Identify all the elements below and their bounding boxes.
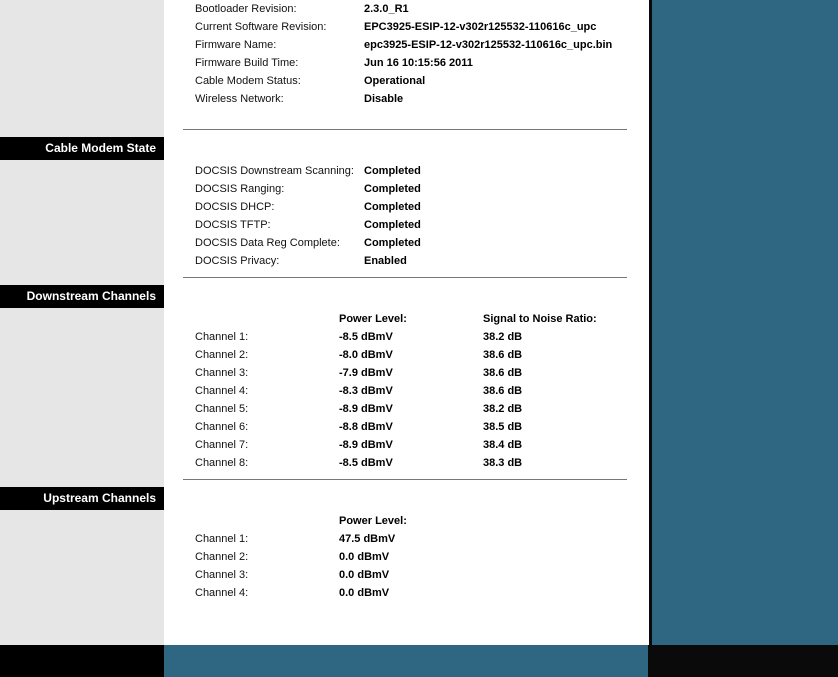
channel-label: Channel 2: [195, 349, 249, 361]
upstream-power-header: Power Level: [339, 515, 407, 527]
channel-label: Channel 1: [195, 331, 249, 343]
section-divider [183, 129, 627, 130]
snr-value: 38.2 dB [483, 403, 523, 415]
snr-value: 38.6 dB [483, 367, 523, 379]
power-value: -7.9 dBmV [339, 367, 393, 379]
power-value: -8.9 dBmV [339, 439, 393, 451]
info-label: Current Software Revision: [195, 21, 327, 33]
power-value: 47.5 dBmV [339, 533, 396, 545]
power-value: 0.0 dBmV [339, 569, 390, 581]
snr-value: 38.3 dB [483, 457, 523, 469]
state-label: DOCSIS Privacy: [195, 255, 280, 267]
channel-label: Channel 1: [195, 533, 249, 545]
info-value: Jun 16 10:15:56 2011 [364, 57, 473, 69]
state-value: Completed [364, 219, 421, 231]
info-value: Disable [364, 93, 404, 105]
channel-label: Channel 6: [195, 421, 249, 433]
section-label-downstream-channels: Downstream Channels [0, 285, 164, 308]
channel-label: Channel 8: [195, 457, 249, 469]
section-label-upstream-channels: Upstream Channels [0, 487, 164, 510]
channel-label: Channel 7: [195, 439, 249, 451]
content-right-border [649, 0, 652, 645]
downstream-power-header: Power Level: [339, 313, 407, 325]
snr-value: 38.2 dB [483, 331, 523, 343]
state-label: DOCSIS Downstream Scanning: [195, 165, 354, 177]
snr-value: 38.5 dB [483, 421, 523, 433]
left-sidebar [0, 0, 164, 645]
state-label: DOCSIS TFTP: [195, 219, 271, 231]
info-value: Operational [364, 75, 426, 87]
state-label: DOCSIS Data Reg Complete: [195, 237, 340, 249]
section-label-cable-modem-state: Cable Modem State [0, 137, 164, 160]
info-value: 2.3.0_R1 [364, 3, 409, 15]
snr-value: 38.6 dB [483, 385, 523, 397]
power-value: -8.3 dBmV [339, 385, 393, 397]
info-label: Cable Modem Status: [195, 75, 301, 87]
channel-label: Channel 5: [195, 403, 249, 415]
power-value: 0.0 dBmV [339, 551, 390, 563]
footer-bar [164, 645, 648, 677]
state-value: Completed [364, 237, 421, 249]
state-value: Completed [364, 183, 421, 195]
footer-right [648, 645, 838, 677]
power-value: -8.5 dBmV [339, 457, 393, 469]
channel-label: Channel 4: [195, 385, 249, 397]
footer-left [0, 645, 164, 677]
info-label: Bootloader Revision: [195, 3, 297, 15]
power-value: -8.5 dBmV [339, 331, 393, 343]
snr-value: 38.4 dB [483, 439, 523, 451]
state-label: DOCSIS Ranging: [195, 183, 285, 195]
channel-label: Channel 3: [195, 569, 249, 581]
channel-label: Channel 4: [195, 587, 249, 599]
channel-label: Channel 2: [195, 551, 249, 563]
power-value: -8.0 dBmV [339, 349, 393, 361]
snr-value: 38.6 dB [483, 349, 523, 361]
right-background [649, 0, 838, 645]
power-value: -8.8 dBmV [339, 421, 393, 433]
info-value: epc3925-ESIP-12-v302r125532-110616c_upc.bin [364, 39, 613, 51]
info-label: Wireless Network: [195, 93, 284, 105]
power-value: 0.0 dBmV [339, 587, 390, 599]
state-value: Enabled [364, 255, 407, 267]
power-value: -8.9 dBmV [339, 403, 393, 415]
state-label: DOCSIS DHCP: [195, 201, 275, 213]
downstream-snr-header: Signal to Noise Ratio: [483, 313, 597, 325]
state-value: Completed [364, 201, 421, 213]
info-value: EPC3925-ESIP-12-v302r125532-110616c_upc [364, 21, 597, 33]
info-label: Firmware Name: [195, 39, 277, 51]
channel-label: Channel 3: [195, 367, 249, 379]
section-divider [183, 479, 627, 480]
info-label: Firmware Build Time: [195, 57, 299, 69]
section-divider [183, 277, 627, 278]
state-value: Completed [364, 165, 421, 177]
